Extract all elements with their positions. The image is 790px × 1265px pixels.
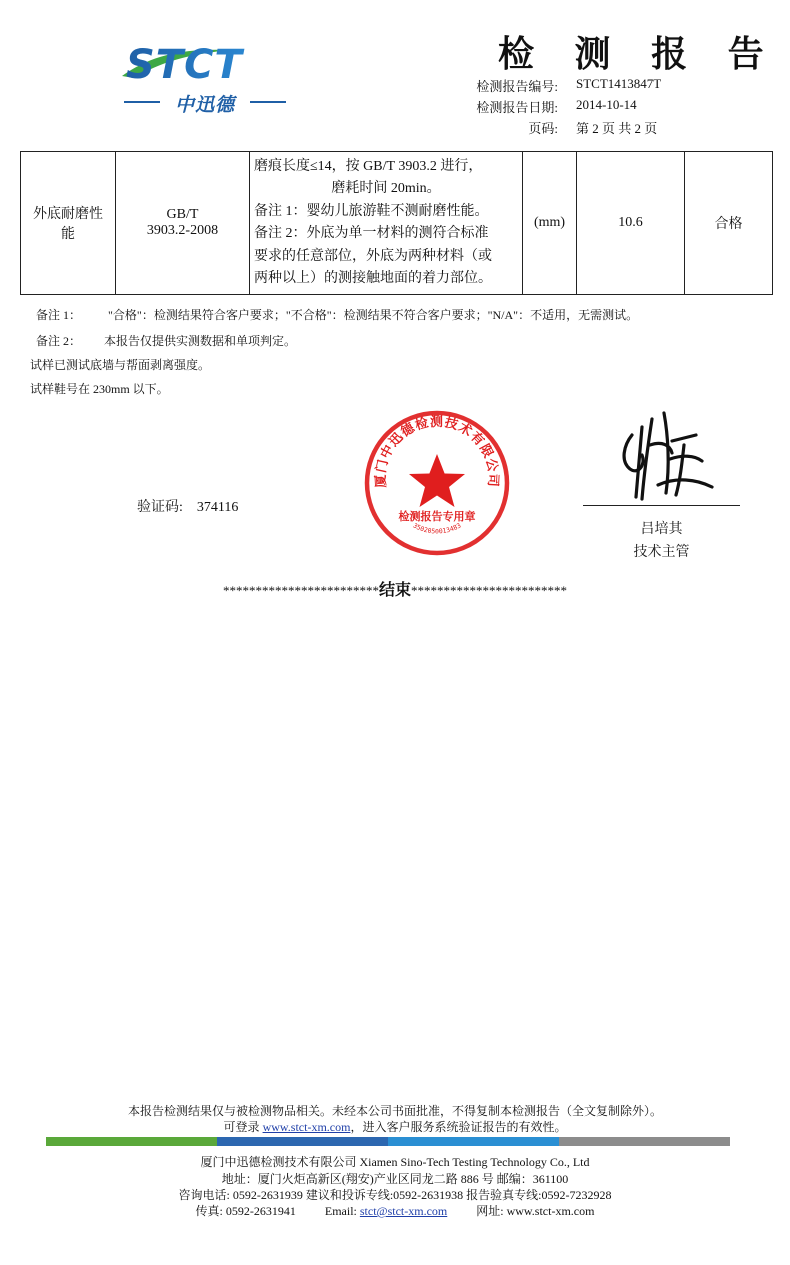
company-logo <box>120 42 290 114</box>
color-bar-segment <box>559 1137 730 1146</box>
verdict-cell: 合格 <box>685 152 773 295</box>
report-number: STCT1413847T <box>576 76 662 91</box>
test-item-cell: 外底耐磨性 能 <box>21 152 116 295</box>
color-bar-segment <box>217 1137 388 1146</box>
footer-contact: 传真: 0592-2631941 Email: stct@stct-xm.com 网址: www.stct-xm.com <box>195 1204 595 1218</box>
verification-label: 验证码: <box>137 500 183 515</box>
note-2 <box>36 332 296 349</box>
results-table <box>20 151 773 295</box>
unit-cell: (mm) <box>523 152 577 295</box>
color-bar-segment <box>388 1137 559 1146</box>
note-line-3: 试样已测试底墙与帮面剥离强度。 <box>30 358 211 372</box>
signature <box>612 405 722 505</box>
end-marker: ************************结束************************ <box>222 580 567 599</box>
stct-logo-icon <box>120 42 290 86</box>
footer-phones: 咨询电话: 0592-2631939 建议和投诉专线:0592-2631938 报告验真专线:0592-7232928 <box>178 1188 612 1202</box>
logo-subtitle: 中迅德 <box>120 90 290 112</box>
end-label: 结束 <box>378 580 411 599</box>
table-row <box>21 152 773 295</box>
report-date: 2014-10-14 <box>576 97 637 112</box>
website-link[interactable]: www.stct-xm.com <box>262 1120 351 1134</box>
report-number-label: 检测报告编号: <box>476 79 558 94</box>
report-date-label: 检测报告日期: <box>476 100 558 115</box>
footer-fax: 传真: 0592-2631941 <box>195 1204 296 1218</box>
color-bar-segment <box>46 1137 217 1146</box>
svg-text:3502050013483: 3502050013483 <box>411 521 463 536</box>
svg-text:厦门中迅德检测技术有限公司: 厦门中迅德检测技术有限公司 <box>373 414 501 489</box>
page-number: 第 2 页 共 2 页 <box>576 121 658 136</box>
handwritten-signature-icon <box>612 405 722 505</box>
note-1-text: "合格"：检测结果符合客户要求；"不合格"：检测结果不符合客户要求；"N/A"：不适用，无需测试。 <box>108 308 639 322</box>
requirement-cell: 磨痕长度≤14，按 GB/T 3903.2 进行， 磨耗时间 20min。 备注 1：婴幼儿旅游鞋不测耐磨性能。 备注 2：外底为单一材料的测符合标准 要求的任意部位，外底为两种材料（或 两种以上）的测接触地面的着力部位。 <box>250 152 523 295</box>
note-1-label: 备注 1： <box>36 308 82 322</box>
note-1 <box>36 306 638 323</box>
footer-login-line: 可登录 www.stct-xm.com，进入客户服务系统验证报告的有效性。 <box>223 1120 567 1134</box>
email-link[interactable]: stct@stct-xm.com <box>359 1204 448 1218</box>
note-2-label: 备注 2： <box>36 334 82 348</box>
verification-value: 374116 <box>196 500 239 515</box>
standard-cell: GB/T 3903.2-2008 <box>116 152 250 295</box>
result-cell: 10.6 <box>577 152 685 295</box>
verification-code <box>137 496 238 516</box>
footer-website: 网址: www.stct-xm.com <box>476 1204 595 1218</box>
seal-stamp-icon <box>362 408 512 558</box>
footer-address: 地址：厦门火炬高新区(翔安)产业区同龙二路 886 号 邮编：361100 <box>221 1172 569 1186</box>
footer-company: 厦门中迅德检测技术有限公司 Xiamen Sino-Tech Testing Technology Co., Ltd <box>200 1155 590 1169</box>
svg-text:检测报告专用章: 检测报告专用章 <box>398 510 476 523</box>
signer-title: 技术主管 <box>633 545 690 560</box>
page-label: 页码: <box>528 121 558 136</box>
company-seal <box>362 408 512 558</box>
signature-line <box>583 505 740 506</box>
footer-color-bar <box>46 1137 730 1146</box>
note-2-text: 本报告仅提供实测数据和单项判定。 <box>104 334 297 348</box>
footer-disclaimer: 本报告检测结果仅与被检测物品相关。未经本公司书面批准，不得复制本检测报告（全文复制除外）。 <box>127 1104 662 1118</box>
note-line-4: 试样鞋号在 230mm 以下。 <box>30 382 169 396</box>
report-title: 检 测 报 告 <box>498 33 778 75</box>
svg-text:STCT: STCT <box>126 42 243 86</box>
signer-name: 吕培其 <box>640 522 683 537</box>
